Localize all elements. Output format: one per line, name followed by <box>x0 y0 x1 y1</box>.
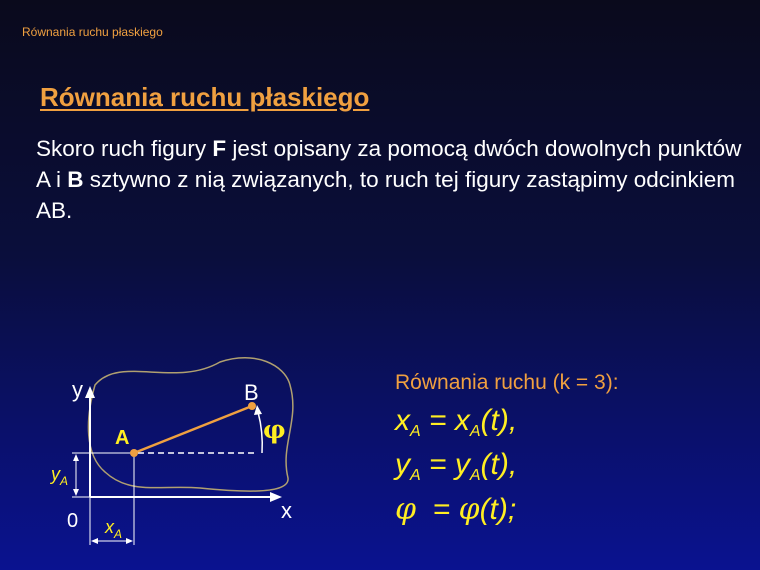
para-text-1: Skoro ruch figury <box>36 136 213 161</box>
xa-dimension-arrow-right <box>126 538 133 544</box>
eq3-rhs: (t); <box>479 493 517 526</box>
eq1-rhs: (t), <box>480 404 518 437</box>
para-text-3: sztywno z nią związanych, to ruch tej figury zastąpimy odcinkiem AB. <box>36 167 736 223</box>
angle-phi-arc <box>258 412 262 453</box>
eq1-lhs-sub: A <box>410 423 421 440</box>
angle-phi-label: φ <box>263 415 286 444</box>
eq1-mid-sub: A <box>469 423 481 440</box>
ya-dimension-arrow-bottom <box>73 489 79 496</box>
xa-label <box>104 517 122 541</box>
origin-label: 0 <box>67 510 79 532</box>
xa-dimension-arrow-left <box>91 538 98 544</box>
ya-label-base: y <box>51 464 60 484</box>
xa-label-base: x <box>105 517 114 537</box>
eq2-lhs-sub: A <box>410 467 421 484</box>
para-point-b: B <box>67 167 84 192</box>
equation-ya <box>395 448 517 485</box>
slide-title: Równania ruchu płaskiego <box>40 82 370 112</box>
para-text-2: jest opisany za pomocą dwóch dowolnych punktów A i <box>36 136 742 192</box>
y-axis-label: y <box>72 377 83 402</box>
header-small-title: Równania ruchu płaskiego <box>22 25 163 39</box>
equations-heading: Równania ruchu (k = 3): <box>395 371 619 394</box>
eq3-mid: = <box>416 493 459 526</box>
eq2-lhs: y <box>395 448 410 481</box>
ya-label-sub: A <box>60 474 69 488</box>
eq2-mid: = y <box>420 448 470 481</box>
x-axis-label: x <box>281 498 292 523</box>
point-a-marker <box>130 449 138 457</box>
eq1-mid: = x <box>420 404 470 437</box>
point-b-label: B <box>244 380 259 405</box>
eq2-mid-sub: A <box>469 467 481 484</box>
eq2-rhs: (t), <box>480 448 518 481</box>
eq3-lhs: φ <box>395 492 417 527</box>
segment-ab <box>134 406 252 453</box>
equation-xa <box>395 404 517 441</box>
eq1-lhs: x <box>395 404 410 437</box>
para-figure-f: F <box>212 136 227 161</box>
ya-dimension-arrow-top <box>73 454 79 461</box>
equation-phi <box>395 492 516 527</box>
point-a-label: A <box>115 427 130 449</box>
xa-label-sub: A <box>114 527 123 541</box>
eq3-phi: φ <box>458 492 480 527</box>
ya-label <box>49 464 68 488</box>
